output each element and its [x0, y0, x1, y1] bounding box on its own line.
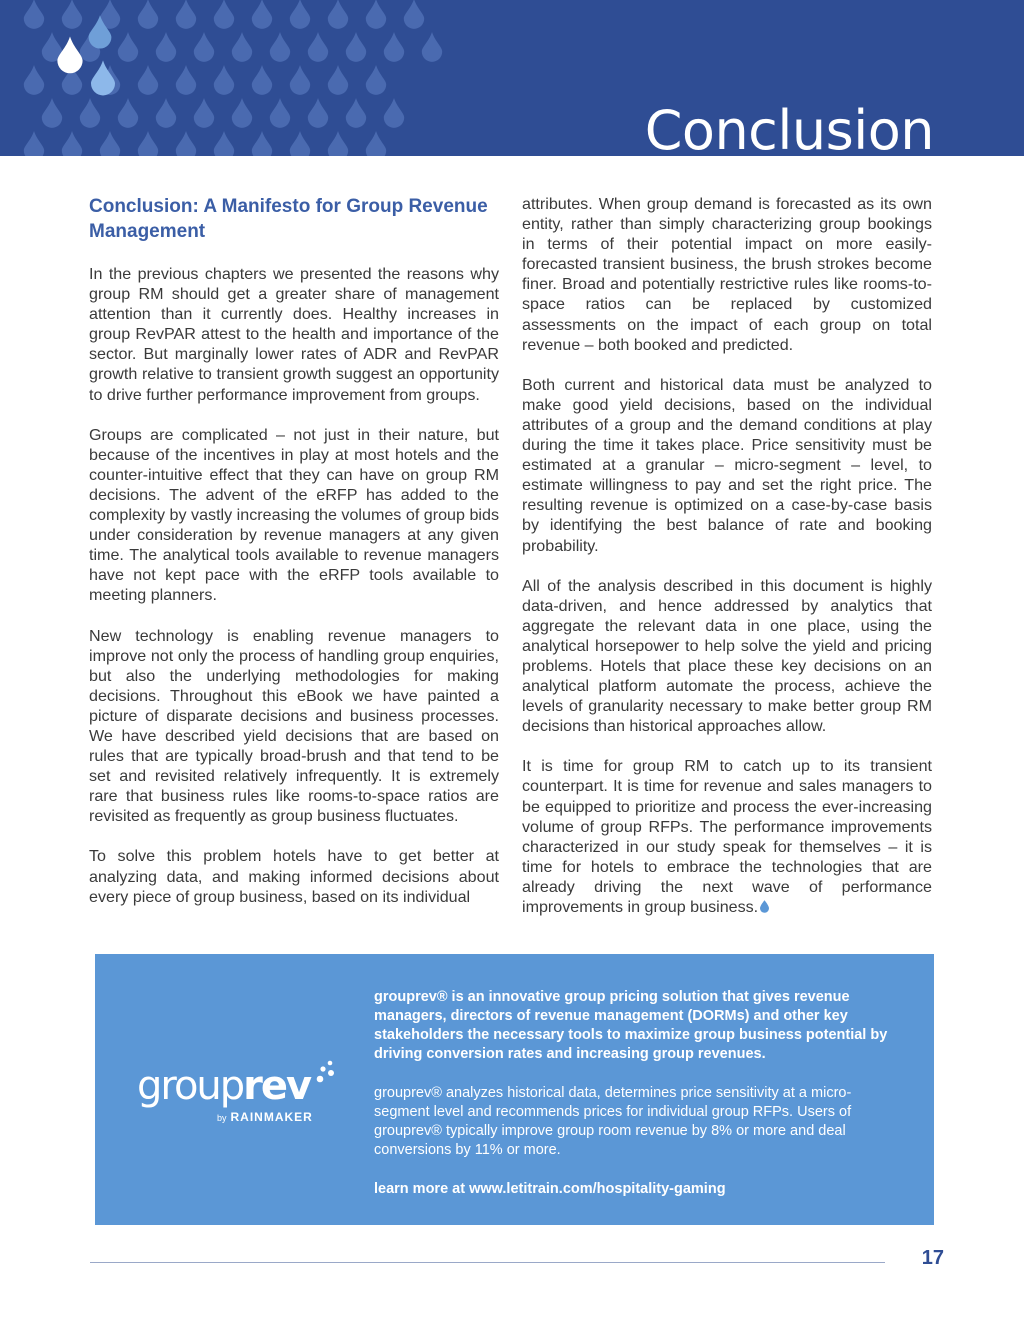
raindrop-icon [24, 65, 44, 95]
raindrop-icon [290, 131, 310, 156]
raindrop-icon [156, 98, 176, 128]
raindrop-icon [384, 98, 404, 128]
promo-box [95, 954, 934, 1225]
footer-divider [90, 1262, 885, 1263]
paragraph: New technology is enabling revenue managers to improve not only the process of handling group enquiries, but also the underlying methodologies for making decisions. Throughout this eBook we have painted a picture of disparate decisions and business processes. We have described yield decisions that are based on rules that are typically broad-brush and that tend to be set and revisited relatively infrequently. It is extremely rare that business rules like rooms-to-space ratios are revisited as frequently as group business fluctuates. [89, 626, 499, 826]
raindrop-icon [214, 65, 234, 95]
paragraph: To solve this problem hotels have to get better at analyzing data, and making informed decisions about every piece of group business, based on its individual [89, 847, 499, 906]
promo-text [374, 988, 904, 1219]
promo-details: grouprev® analyzes historical data, determines price sensitivity at a micro-segment level and recommends prices for individual group RFPs. Users of grouprev® typically improve group room revenue by 8% or more and deal conversions by 11% or more. [374, 1085, 852, 1158]
raindrop-icon [156, 32, 176, 62]
raindrop-icon [270, 98, 290, 128]
page-title: Conclusion [644, 99, 934, 156]
raindrop-highlight-icon [91, 60, 115, 95]
raindrop-icon [232, 98, 252, 128]
raindrop-icon [404, 0, 424, 29]
paragraph: Groups are complicated – not just in their nature, but because of the incentives in play at most hotels and the counter-intuitive effect that they can have on group RM decisions. The advent of the eRFP has added to the complexity by vastly increasing the volumes of group bids under consideration by revenue managers at any given time. The analytical tools available to revenue managers have not kept pace with the eRFP tools available to meeting planners. [89, 425, 499, 605]
raindrop-icon [366, 131, 386, 156]
raindrop-icon [346, 98, 366, 128]
raindrop-icon [138, 131, 158, 156]
raindrop-icon [366, 0, 386, 29]
raindrop-icon [176, 0, 196, 29]
section-heading: Conclusion: A Manifesto for Group Revenue Management [89, 196, 488, 242]
logo-wordmark: grouprev [137, 1063, 311, 1109]
raindrop-icon [24, 131, 44, 156]
closing-paragraph [522, 756, 932, 917]
right-column [522, 194, 932, 937]
raindrop-icon [118, 98, 138, 128]
raindrop-icon [176, 65, 196, 95]
promo-link[interactable]: learn more at www.letitrain.com/hospitality-gaming [374, 1181, 726, 1197]
promo-intro: grouprev® is an innovative group pricing solution that gives revenue managers, directors of revenue management (DORMs) and other key stakeholders the necessary tools to maximize group business potential by driving conversion rates and increasing group revenues. [374, 989, 888, 1062]
paragraph: Both current and historical data must be analyzed to make good yield decisions, based on the individual attributes of a group and the demand conditions at play during the time it takes place. Price sensitivity must be estimated at a granular – micro-segment – level, to estimate willingness to pay and set the right price. The resulting revenue is optimized on a case-by-case basis by identifying the best balance of rate and booking probability. [522, 375, 932, 555]
raindrop-icon [308, 98, 328, 128]
raindrop-icon [252, 0, 272, 29]
raindrop-icon [176, 131, 196, 156]
raindrop-icon [270, 32, 290, 62]
raindrop-highlight-icon [57, 37, 82, 74]
raindrop-icon [252, 131, 272, 156]
raindrop-icon [118, 32, 138, 62]
raindrop-icon [252, 65, 272, 95]
raindrop-icon [62, 131, 82, 156]
raindrop-icon [290, 0, 310, 29]
raindrop-icon [328, 0, 348, 29]
logo-byline: by RAINMAKER [217, 1110, 313, 1124]
raindrop-icon [62, 0, 82, 29]
raindrop-icon [366, 65, 386, 95]
raindrop-icon [422, 32, 442, 62]
raindrop-icon [384, 32, 404, 62]
raindrop-icon [194, 98, 214, 128]
raindrop-icon [214, 0, 234, 29]
raindrop-icon [214, 131, 234, 156]
raindrop-icon [138, 0, 158, 29]
raindrop-icon [194, 32, 214, 62]
raindrop-icon [42, 98, 62, 128]
raindrop-icon [328, 131, 348, 156]
paragraph: All of the analysis described in this document is highly data-driven, and hence addressed by analytics that aggregate the relevant data in one place, using the analytical horsepower to help solve the yield and pricing problems. Hotels that place these key decisions on an analytical platform automate the process, achieve the levels of granularity necessary to make better group RM decisions than historical approaches allow. [522, 576, 932, 736]
grouprev-logo [137, 1063, 337, 1126]
page-number: 17 [921, 1247, 944, 1269]
raindrop-icon [308, 32, 328, 62]
paragraph: attributes. When group demand is forecasted as its own entity, rather than simply characterizing group bookings in terms of their potential impact on more easily-forecasted transient business, the brush strokes become finer. Broad and potentially restrictive rules like rooms-to-space ratios can be replaced by customized assessments on the impact of each group on total revenue – both booked and predicted. [522, 195, 932, 354]
raindrop-end-icon [760, 900, 769, 913]
logo-drops-icon [315, 1058, 337, 1088]
raindrop-icon [290, 65, 310, 95]
raindrop-icon [328, 65, 348, 95]
closing-text: It is time for group RM to catch up to its transient counterpart. It is time for revenue and sales managers to be equipped to prioritize and process the ever-increasing volume of group RFPs. The performance improvements characterized in our study speak for themselves – it is time for hotels to embrace the technologies that are already driving the next wave of performance improvements in group business. [522, 757, 932, 916]
raindrop-icon [80, 98, 100, 128]
left-column [89, 194, 499, 927]
raindrop-icon [100, 131, 120, 156]
header-banner [0, 0, 1024, 156]
raindrop-icon [346, 32, 366, 62]
raindrop-icon [138, 65, 158, 95]
raindrop-icon [232, 32, 252, 62]
paragraph: In the previous chapters we presented the reasons why group RM should get a greater share of management attention than it currently does. Healthy increases in group RevPAR attest to the health and importance of the sector. But marginally lower rates of ADR and RevPAR growth relative to transient growth suggest an opportunity to drive further performance improvement from groups. [89, 265, 499, 404]
raindrop-icon [24, 0, 44, 29]
